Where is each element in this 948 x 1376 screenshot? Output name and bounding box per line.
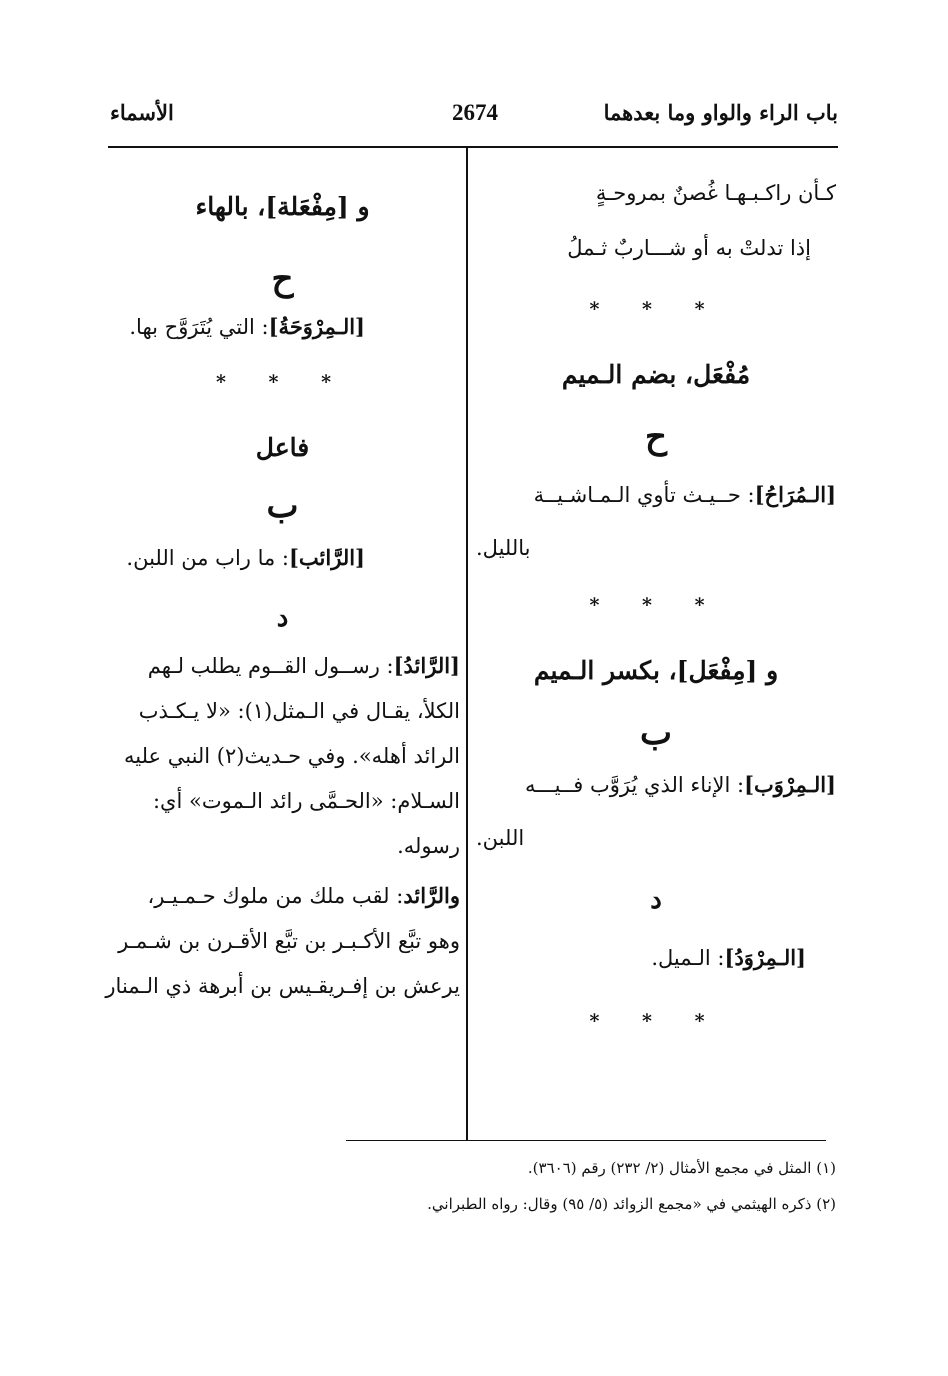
entry-definition: : حــيـث تأوي الـمـاشـيــة: [533, 483, 755, 507]
entry-term: [الـمِرْوَب]: [744, 772, 836, 797]
section-separator: * * *: [589, 1010, 723, 1032]
entry-line: وهو تبَّع الأكـبـر بن تبَّع الأقـرن بن شـمـر: [118, 929, 460, 953]
entry-term: [الـمُرَاحُ]: [754, 482, 836, 507]
section-separator: * * *: [589, 594, 723, 616]
section-heading: فاعل: [255, 433, 310, 462]
entry-line: رسوله.: [397, 834, 460, 858]
entry-definition: : الإناء الذي يُرَوَّب فــيـــه: [524, 773, 745, 797]
entry-definition: : لقب ملك من ملوك حـمـيـر،: [147, 884, 404, 908]
letter-heading: د: [650, 885, 662, 915]
letter-heading: ب: [639, 713, 672, 753]
footnote-1: (١) المثل في مجمع الأمثال (٢/ ٢٣٢) رقم (٣٦٠٦).: [527, 1159, 836, 1177]
dictionary-entry: [105, 650, 460, 682]
dictionary-entry: [105, 542, 460, 574]
chapter-title: باب الراء والواو وما بعدهما: [603, 100, 838, 125]
entry-term: [الرَّائب]: [289, 545, 365, 570]
entry-continuation: اللبن.: [476, 826, 525, 850]
letter-heading: ح: [271, 259, 294, 299]
entry-term: [الرَّائدُ]: [393, 653, 460, 678]
entry-line: الكلأ، يقـال في الـمثل(١): «لا يـكـذب: [138, 699, 460, 723]
entry-term: [الـمِرْوَدُ]: [724, 945, 806, 970]
right-column: [476, 162, 836, 1032]
entry-line: يرعش بن إفـريقـيس بن أبرهة ذي الـمنار: [105, 974, 460, 998]
letter-heading: ح: [645, 417, 667, 457]
verse-line: إذا تدلتْ به أو شـــاربٌ ثـملُ: [567, 236, 811, 260]
dictionary-entry: [105, 880, 460, 912]
entry-continuation: بالليل.: [476, 536, 531, 560]
letter-heading: ب: [266, 486, 299, 526]
section-separator: * * *: [589, 298, 723, 320]
letter-heading: د: [276, 603, 289, 633]
entry-definition: : الـميل.: [651, 946, 725, 970]
section-heading: و [مِفْعَل]، بكسر الـميم: [533, 656, 779, 685]
dictionary-entry: [476, 479, 836, 511]
section-title: الأسماء: [110, 100, 174, 125]
footnote-2: (٢) ذكره الهيثمي في «مجمع الزوائد (٥/ ٩٥) وقال: رواه الطبراني.: [427, 1195, 836, 1213]
entry-term: والرَّائد: [403, 883, 460, 908]
verse-line: كـأن راكـبـهـا غُصنٌ بمروحـةٍ: [595, 181, 836, 205]
section-separator: * * *: [215, 371, 350, 393]
entry-term: [الـمِرْوَحَةُ]: [268, 314, 365, 339]
column-divider: [466, 147, 468, 1140]
entry-definition: : ما راب من اللبن.: [126, 546, 289, 570]
section-heading: و [مِفْعَلة]، بالهاء: [195, 192, 370, 221]
header-rule: [108, 146, 838, 148]
left-column: [105, 162, 460, 1002]
entry-line: السـلام: «الحـمَّى رائد الـموت» أي:: [152, 789, 460, 813]
entry-definition: : رســول القــوم يطلب لـهم: [147, 654, 394, 678]
entry-line: الرائد أهله». وفي حـديث(٢) النبي عليه: [123, 744, 460, 768]
dictionary-entry: [476, 942, 836, 974]
footnote-rule: [346, 1140, 826, 1141]
dictionary-entry: [476, 769, 836, 801]
dictionary-entry: [105, 311, 460, 343]
section-heading: مُفْعَل، بضم الـميم: [561, 360, 751, 389]
entry-definition: : التي يُتَرَوَّح بها.: [129, 315, 269, 339]
page-number: 2674: [452, 100, 498, 125]
